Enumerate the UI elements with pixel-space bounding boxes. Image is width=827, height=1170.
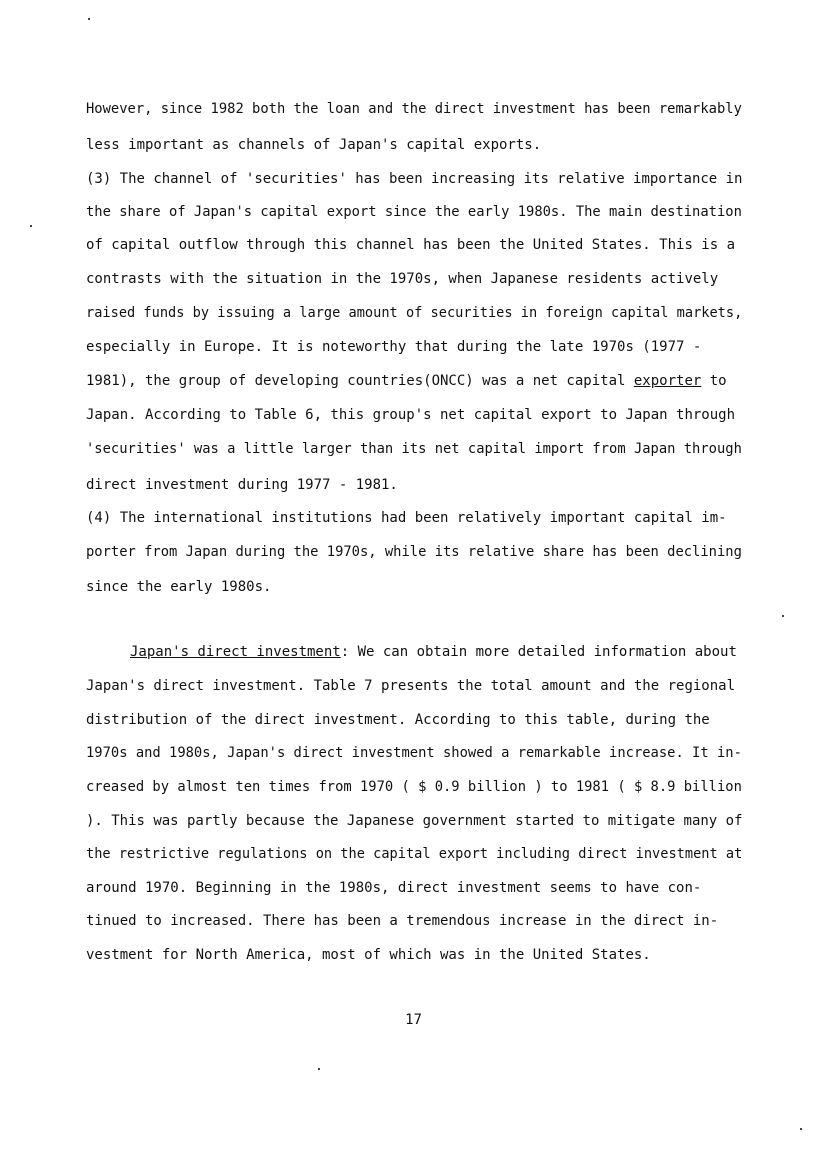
text-line: contrasts with the situation in the 1970s, when Japanese residents actively [86,271,719,287]
scan-speck [782,615,784,617]
scan-speck [88,18,90,20]
text-line: direct investment during 1977 - 1981. [86,477,398,493]
text-line: since the early 1980s. [86,579,272,595]
text-line: (3) The channel of 'securities' has been increasing its relative importance in [86,171,743,187]
text-line [86,372,727,390]
text-line: less important as channels of Japan's capital exports. [86,137,542,153]
text-line: especially in Europe. It is noteworthy that during the late 1970s (1977 - [86,339,702,355]
text-line: However, since 1982 both the loan and the direct investment has been remarkably [86,101,742,117]
text-line: vestment for North America, most of which was in the United States. [86,947,651,963]
text-span: 1981), the group of developing countries(ONCC) was a net capital [86,373,634,389]
text-line: 1970s and 1980s, Japan's direct investment showed a remarkable increase. It in- [86,745,742,761]
text-line: around 1970. Beginning in the 1980s, direct investment seems to have con- [86,880,702,896]
scan-speck [800,1128,802,1130]
text-line: raised funds by issuing a large amount of securities in foreign capital markets, [86,305,743,321]
text-line [130,643,737,661]
section-heading: Japan's direct investment [130,644,341,660]
scan-speck [318,1068,320,1070]
scan-speck [30,225,32,227]
text-line: distribution of the direct investment. According to this table, during the [86,712,710,728]
text-line: ). This was partly because the Japanese government started to mitigate many of [86,813,743,829]
text-line: porter from Japan during the 1970s, while its relative share has been declining [86,544,742,560]
underlined-word: exporter [633,373,702,389]
text-line: creased by almost ten times from 1970 ( $ 0.9 billion ) to 1981 ( $ 8.9 billion [86,779,742,795]
text-line: tinued to increased. There has been a tremendous increase in the direct in- [86,913,719,929]
text-span: : We can obtain more detailed information about [340,644,737,660]
text-line: the share of Japan's capital export since the early 1980s. The main destination [86,204,742,220]
page-number: 17 [405,1012,422,1028]
text-line: 'securities' was a little larger than its net capital import from Japan through [86,441,742,457]
text-line: (4) The international institutions had been relatively important capital im- [86,510,727,526]
text-line: Japan's direct investment. Table 7 presents the total amount and the regional [86,678,736,694]
text-line: of capital outflow through this channel has been the United States. This is a [86,237,736,253]
text-line: Japan. According to Table 6, this group's net capital export to Japan through [86,407,736,423]
text-line: the restrictive regulations on the capital export including direct investment at [86,846,743,862]
text-span: to [701,373,727,389]
